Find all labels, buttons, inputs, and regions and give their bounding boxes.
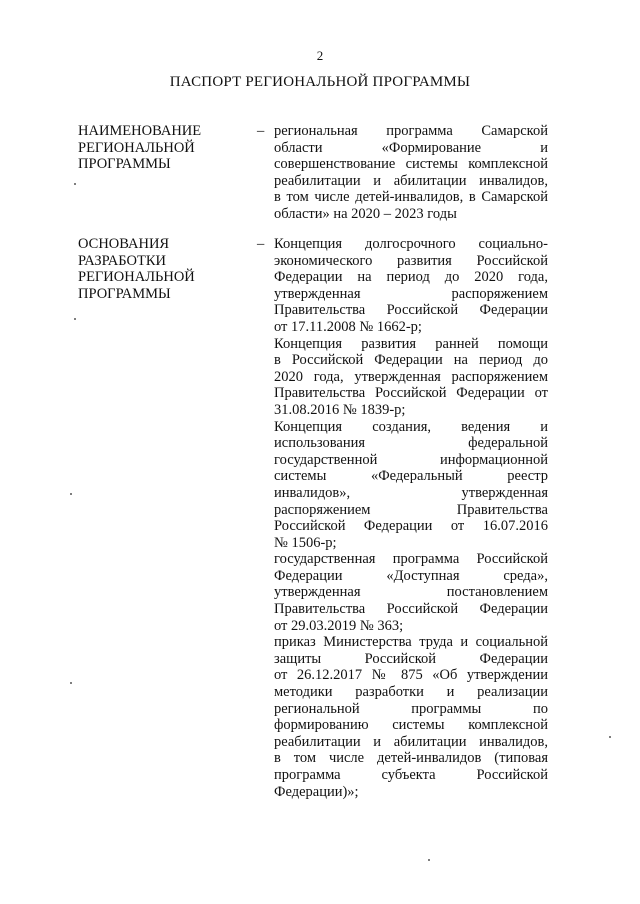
dash-separator: – [257,236,265,252]
value-line: Федерации)»; [274,783,359,800]
scan-speck [74,318,76,320]
label-line: ОСНОВАНИЯ [78,236,170,252]
value-line: Правительства Российской Федерации [274,302,548,319]
value-line: в том числе детей-инвалидов, в Самарской [274,189,548,206]
value-line: Правительства Российской Федерации [274,601,548,618]
value-line: распоряжением Правительства [274,501,548,518]
label-line: ПРОГРАММЫ [78,156,171,173]
label-line: ПРОГРАММЫ [78,285,171,302]
page-number: 2 [316,48,324,63]
label-line: РЕГИОНАЛЬНОЙ [78,139,195,156]
value-line: области» на 2020 – 2023 годы [274,205,457,222]
value-line: Федерации «Доступная среда», [274,567,548,584]
value-line: от 29.03.2019 № 363; [274,617,404,634]
value-line: экономического развития Российской [274,252,548,269]
value-line: системы «Федеральный реестр [274,468,548,485]
value-line: формированию системы комплексной [274,717,548,734]
value-line: Концепция создания, ведения и [274,418,548,435]
value-line: защиты Российской Федерации [274,650,548,667]
value-line: утвержденная постановлением [274,584,548,601]
document-title: ПАСПОРТ РЕГИОНАЛЬНОЙ ПРОГРАММЫ [169,74,471,90]
value-line: использования федеральной [274,435,548,452]
label-line: РАЗРАБОТКИ [78,252,166,269]
section-value [274,236,548,800]
value-line: реабилитации и абилитации инвалидов, [274,733,548,750]
section-value [274,123,548,223]
scan-speck [74,183,76,185]
value-line: № 1506-р; [274,534,337,551]
label-line: РЕГИОНАЛЬНОЙ [78,269,195,286]
section-label [78,123,248,173]
value-line: Федерации на период до 2020 года, [274,269,548,286]
value-line: Российской Федерации от 16.07.2016 [274,518,548,535]
value-line: государственной информационной [274,451,548,468]
value-line: области «Формирование и [274,139,548,156]
scan-speck [428,859,430,861]
value-line: Концепция долгосрочного социально- [274,236,548,252]
scan-speck [609,736,611,738]
value-line: региональная программа Самарской [274,123,548,139]
value-line: в том числе детей-инвалидов (типовая [274,750,548,767]
label-line: НАИМЕНОВАНИЕ [78,123,202,139]
value-line: региональной программы по [274,700,548,717]
value-line: совершенствование системы комплексной [274,156,548,173]
value-line: приказ Министерства труда и социальной [274,634,548,651]
scan-speck [70,682,72,684]
value-line: реабилитации и абилитации инвалидов, [274,172,548,189]
scan-speck [70,493,72,495]
value-line: 31.08.2016 № 1839-р; [274,401,406,418]
section-label [78,236,248,302]
value-line: методики разработки и реализации [274,684,548,701]
value-line: государственная программа Российской [274,551,548,568]
value-line: программа субъекта Российской [274,767,548,783]
value-line: Концепция развития ранней помощи [274,335,548,352]
value-line: инвалидов», утвержденная [274,484,548,501]
value-line: утвержденная распоряжением [274,285,548,302]
value-line: Правительства Российской Федерации от [274,385,548,402]
value-line: 2020 года, утвержденная распоряжением [274,368,548,385]
value-line: от 26.12.2017 № 875 «Об утверждении [274,667,548,684]
value-line: от 17.11.2008 № 1662-р; [274,318,422,335]
dash-separator: – [257,123,265,139]
value-line: в Российской Федерации на период до [274,352,548,369]
